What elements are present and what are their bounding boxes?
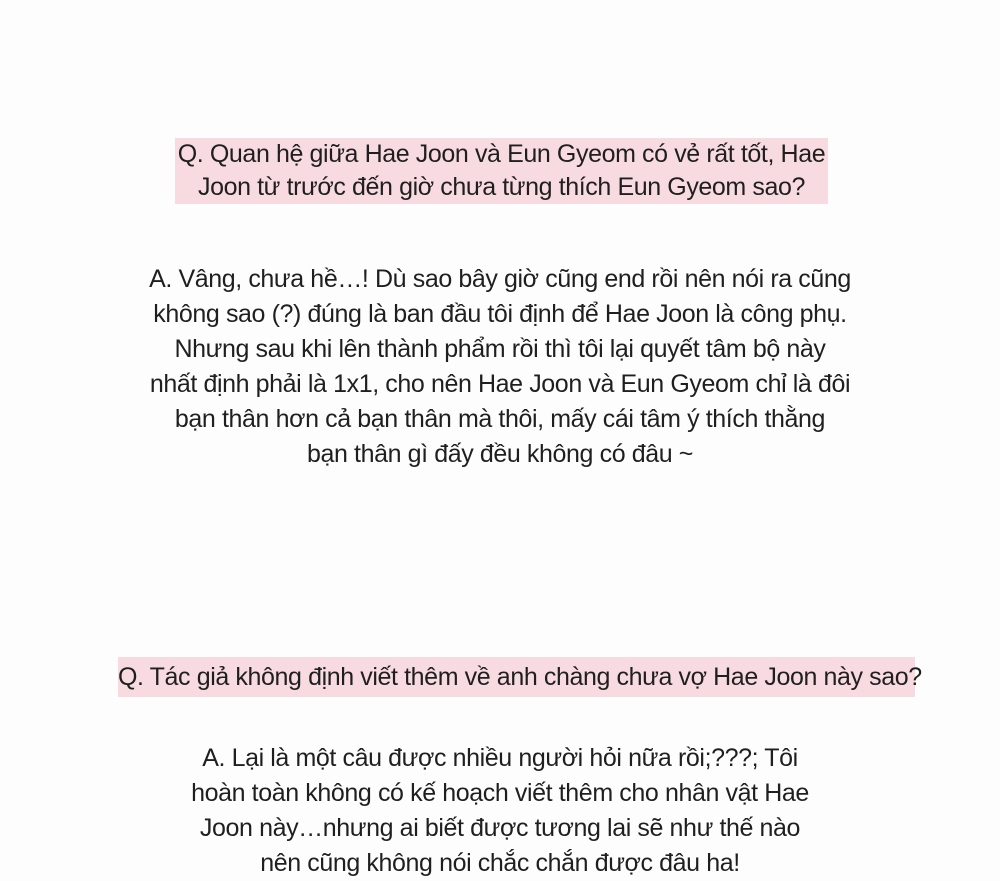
answer-1-paragraph — [0, 262, 1000, 472]
question-2-line-1: Q. Tác giả không định viết thêm về anh chàng chưa vợ Hae Joon này sao? — [118, 662, 922, 691]
answer-1-line-4: nhất định phải là 1x1, cho nên Hae Joon và Eun Gyeom chỉ là đôi — [149, 370, 851, 398]
answer-2-line-3: Joon này…nhưng ai biết được tương lai sẽ như thế nào — [199, 814, 801, 842]
answer-2-line-2: hoàn toàn không có kế hoạch viết thêm cho nhân vật Hae — [191, 779, 809, 807]
question-1-line-1: Q. Quan hệ giữa Hae Joon và Eun Gyeom có vẻ rất tốt, Hae — [177, 140, 826, 168]
answer-1-line-6: bạn thân gì đấy đều không có đâu ~ — [306, 440, 694, 468]
answer-1-line-5: bạn thân hơn cả bạn thân mà thôi, mấy cái tâm ý thích thằng — [174, 405, 826, 433]
answer-2-line-1: A. Lại là một câu được nhiều người hỏi nữa rồi;???; Tôi — [202, 744, 798, 772]
question-1-highlight — [175, 138, 828, 204]
answer-1-line-3: Nhưng sau khi lên thành phẩm rồi thì tôi lại quyết tâm bộ này — [174, 335, 826, 363]
question-1-line-2: Joon từ trước đến giờ chưa từng thích Eun Gyeom sao? — [197, 173, 806, 201]
question-2-highlight — [118, 657, 922, 697]
answer-2-line-4: nên cũng không nói chắc chắn được đâu ha! — [260, 849, 740, 877]
answer-2-paragraph — [0, 741, 1000, 881]
answer-1-line-2: không sao (?) đúng là ban đầu tôi định để Hae Joon là công phụ. — [153, 300, 847, 328]
answer-1-line-1: A. Vâng, chưa hề…! Dù sao bây giờ cũng end rồi nên nói ra cũng — [149, 265, 851, 293]
